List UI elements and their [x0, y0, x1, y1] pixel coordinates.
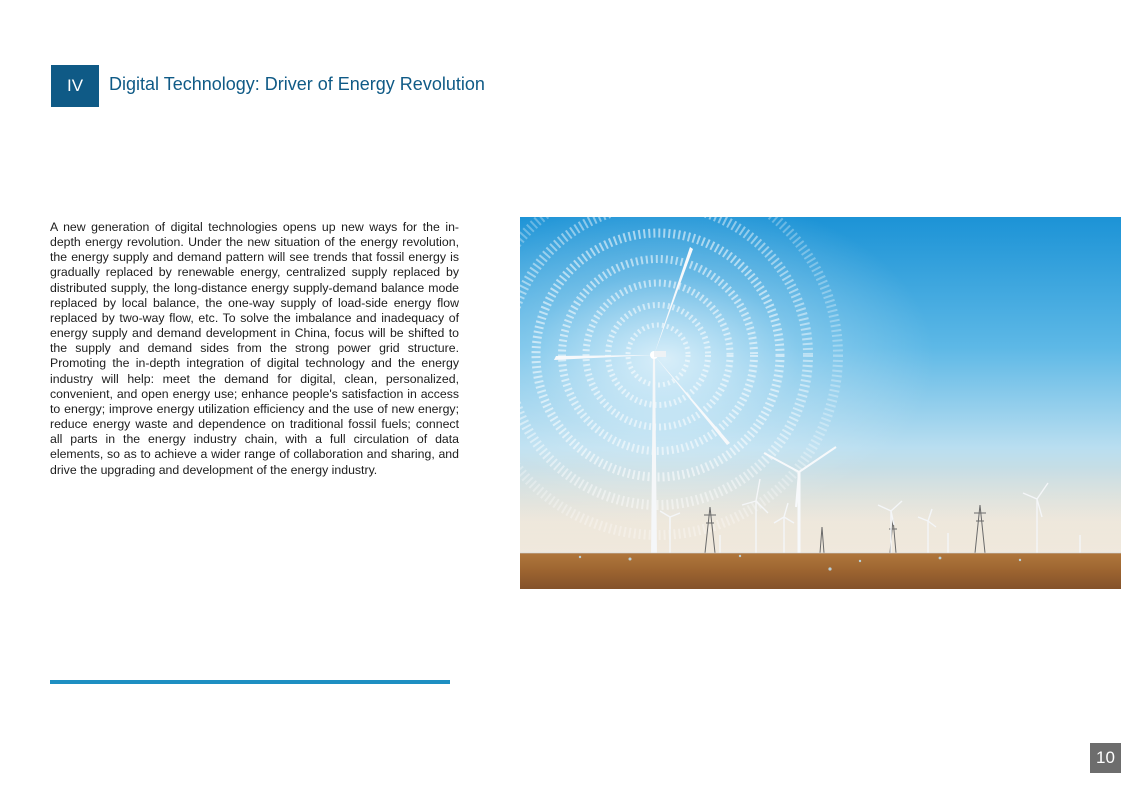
section-title: Digital Technology: Driver of Energy Revolution [109, 74, 485, 94]
wind-turbines-photo [520, 217, 1121, 589]
ground [520, 553, 1121, 589]
section-number-badge: IV [51, 65, 99, 107]
body-paragraph: A new generation of digital technologies opens up new ways for the in-depth energy revolution. Under the new situation of the energy revolution, the energy supply and demand pattern will see trends that fossil energy is gradually replaced by renewable energy, centralized supply replaced by distributed supply, the long-distance energy supply-demand balance mode replaced by local balance, the one-way supply of load-side energy flow replaced by two-way flow, etc. To solve the imbalance and inadequacy of energy supply and demand development in China, focus will be shifted to the supply and demand sides from the strong power grid structure. Promoting the in-depth integration of digital technology and the energy industry will help: meet the demand for digital, clean, personalized, convenient, and open energy use; enhance people's satisfaction in access to energy; improve energy utilization efficiency and the use of new energy; reduce energy waste and dependence on traditional fossil fuels; connect all parts in the energy industry chain, with a full circulation of data elements, so as to achieve a wider range of collaboration and sharing, and drive the upgrading and development of the energy industry. [50, 220, 459, 477]
bottom-divider-rule [50, 680, 450, 684]
page-number-badge: 10 [1090, 743, 1121, 773]
